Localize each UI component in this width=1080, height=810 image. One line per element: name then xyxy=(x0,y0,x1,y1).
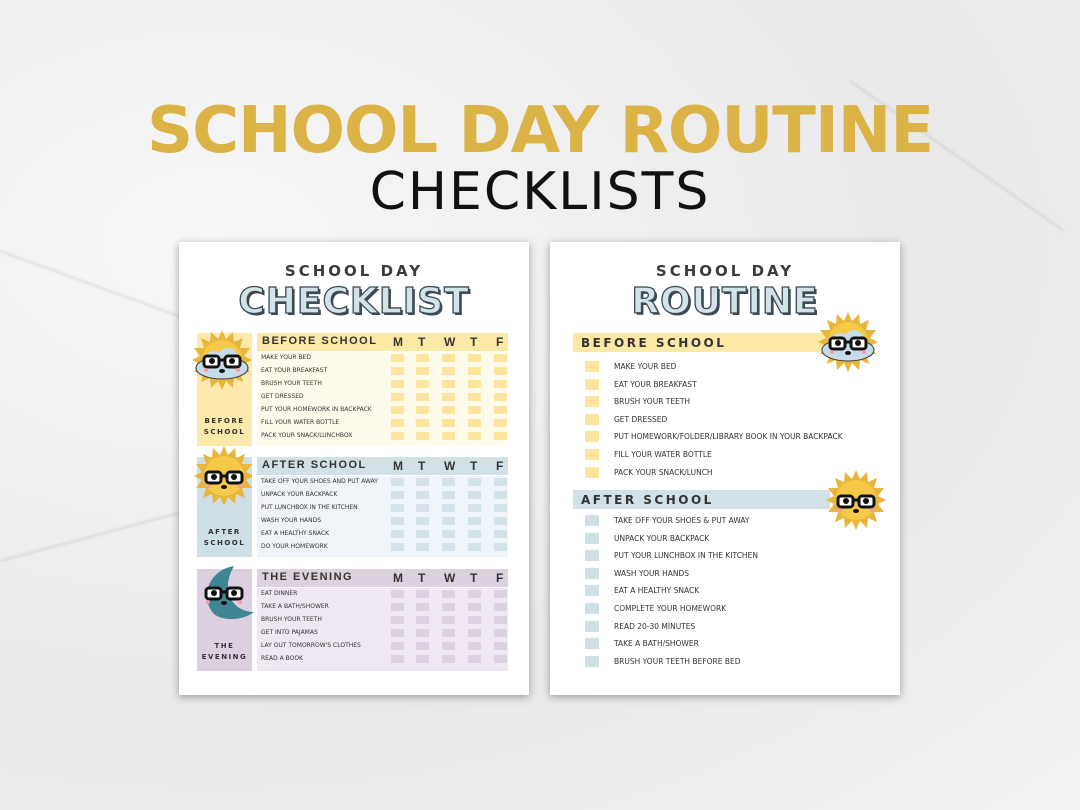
routine-checkbox[interactable] xyxy=(585,621,599,632)
routine-task-label: BRUSH YOUR TEETH BEFORE BED xyxy=(614,656,741,666)
day-checkbox[interactable] xyxy=(468,354,481,362)
day-checkbox[interactable] xyxy=(416,543,429,551)
task-label: MAKE YOUR BED xyxy=(261,354,311,361)
day-checkbox[interactable] xyxy=(442,590,455,598)
day-checkbox[interactable] xyxy=(468,655,481,663)
day-checkbox[interactable] xyxy=(468,590,481,598)
day-checkbox[interactable] xyxy=(416,603,429,611)
day-checkbox[interactable] xyxy=(494,393,507,401)
day-checkbox[interactable] xyxy=(391,491,404,499)
day-checkbox[interactable] xyxy=(468,419,481,427)
day-checkbox[interactable] xyxy=(468,491,481,499)
task-label: EAT A HEALTHY SNACK xyxy=(261,530,330,537)
routine-checkbox[interactable] xyxy=(585,568,599,579)
section-header xyxy=(257,333,508,351)
day-checkbox[interactable] xyxy=(494,517,507,525)
day-checkbox[interactable] xyxy=(416,478,429,486)
day-header: M xyxy=(393,571,403,585)
day-checkbox[interactable] xyxy=(442,603,455,611)
day-checkbox[interactable] xyxy=(442,517,455,525)
day-checkbox[interactable] xyxy=(442,478,455,486)
task-label: PUT YOUR HOMEWORK IN BACKPACK xyxy=(261,406,372,413)
day-checkbox[interactable] xyxy=(416,590,429,598)
day-checkbox[interactable] xyxy=(442,406,455,414)
routine-big-title: ROUTINE xyxy=(631,281,819,322)
task-label: EAT YOUR BREAKFAST xyxy=(261,367,328,374)
day-checkbox[interactable] xyxy=(391,478,404,486)
section-header xyxy=(257,457,508,475)
routine-task-label: PACK YOUR SNACK/LUNCH xyxy=(614,467,713,477)
routine-task-label: PUT YOUR LUNCHBOX IN THE KITCHEN xyxy=(614,551,758,561)
day-checkbox[interactable] xyxy=(416,419,429,427)
day-checkbox[interactable] xyxy=(494,419,507,427)
day-checkbox[interactable] xyxy=(416,406,429,414)
day-header: W xyxy=(444,571,456,585)
task-label: TAKE A BATH/SHOWER xyxy=(261,603,329,610)
task-label: UNPACK YOUR BACKPACK xyxy=(261,491,338,498)
day-header: F xyxy=(496,335,504,349)
moon-glasses-icon xyxy=(194,562,256,622)
day-checkbox[interactable] xyxy=(391,504,404,512)
section-header xyxy=(257,569,508,587)
day-checkbox[interactable] xyxy=(468,406,481,414)
day-header: W xyxy=(444,459,456,473)
day-checkbox[interactable] xyxy=(468,432,481,440)
day-checkbox[interactable] xyxy=(442,367,455,375)
day-checkbox[interactable] xyxy=(468,367,481,375)
day-checkbox[interactable] xyxy=(494,367,507,375)
day-checkbox[interactable] xyxy=(494,491,507,499)
day-checkbox[interactable] xyxy=(416,616,429,624)
day-checkbox[interactable] xyxy=(391,367,404,375)
day-header: F xyxy=(496,459,504,473)
routine-checkbox[interactable] xyxy=(585,533,599,544)
day-checkbox[interactable] xyxy=(391,406,404,414)
day-checkbox[interactable] xyxy=(468,517,481,525)
section-title: AFTER SCHOOL xyxy=(262,459,367,471)
routine-task-label: UNPACK YOUR BACKPACK xyxy=(614,533,710,543)
day-checkbox[interactable] xyxy=(494,642,507,650)
day-header: T xyxy=(470,335,478,349)
sun-cloud-glasses-icon xyxy=(192,330,254,392)
task-label: EAT DINNER xyxy=(261,590,298,597)
day-checkbox[interactable] xyxy=(391,530,404,538)
day-checkbox[interactable] xyxy=(391,517,404,525)
day-checkbox[interactable] xyxy=(391,642,404,650)
day-checkbox[interactable] xyxy=(468,478,481,486)
day-checkbox[interactable] xyxy=(468,629,481,637)
day-checkbox[interactable] xyxy=(442,655,455,663)
day-checkbox[interactable] xyxy=(416,432,429,440)
routine-checkbox[interactable] xyxy=(585,361,599,372)
day-header: W xyxy=(444,335,456,349)
day-checkbox[interactable] xyxy=(416,367,429,375)
task-label: TAKE OFF YOUR SHOES AND PUT AWAY xyxy=(261,478,378,485)
sun-glasses-icon xyxy=(826,470,888,532)
day-checkbox[interactable] xyxy=(468,603,481,611)
day-checkbox[interactable] xyxy=(442,530,455,538)
day-checkbox[interactable] xyxy=(494,603,507,611)
routine-checkbox[interactable] xyxy=(585,515,599,526)
day-checkbox[interactable] xyxy=(468,530,481,538)
day-checkbox[interactable] xyxy=(416,491,429,499)
day-checkbox[interactable] xyxy=(442,543,455,551)
routine-checkbox[interactable] xyxy=(585,467,599,478)
day-header: T xyxy=(470,571,478,585)
routine-checkbox[interactable] xyxy=(585,449,599,460)
day-checkbox[interactable] xyxy=(391,419,404,427)
day-checkbox[interactable] xyxy=(391,543,404,551)
routine-task-label: READ 20-30 MINUTES xyxy=(614,621,696,631)
task-label: BRUSH YOUR TEETH xyxy=(261,380,322,387)
task-label: GET INTO PAJAMAS xyxy=(261,629,318,636)
routine-section-header: BEFORE SCHOOL xyxy=(573,333,830,352)
day-header: M xyxy=(393,459,403,473)
day-checkbox[interactable] xyxy=(468,616,481,624)
task-label: PACK YOUR SNACK/LUNCHBOX xyxy=(261,432,353,439)
day-checkbox[interactable] xyxy=(416,655,429,663)
day-checkbox[interactable] xyxy=(391,603,404,611)
day-checkbox[interactable] xyxy=(442,354,455,362)
sun-glasses-icon xyxy=(194,446,252,504)
day-header: F xyxy=(496,571,504,585)
task-label: DO YOUR HOMEWORK xyxy=(261,543,328,550)
day-header: T xyxy=(418,571,426,585)
marble-vein xyxy=(0,508,193,562)
day-checkbox[interactable] xyxy=(494,629,507,637)
day-checkbox[interactable] xyxy=(442,504,455,512)
day-checkbox[interactable] xyxy=(494,543,507,551)
day-checkbox[interactable] xyxy=(442,616,455,624)
task-label: LAY OUT TOMORROW'S CLOTHES xyxy=(261,642,361,649)
routine-checkbox[interactable] xyxy=(585,431,599,442)
day-checkbox[interactable] xyxy=(494,504,507,512)
day-checkbox[interactable] xyxy=(468,543,481,551)
section-title: THE EVENING xyxy=(262,571,354,583)
day-checkbox[interactable] xyxy=(442,629,455,637)
day-checkbox[interactable] xyxy=(391,655,404,663)
routine-task-label: TAKE A BATH/SHOWER xyxy=(614,639,699,649)
day-checkbox[interactable] xyxy=(391,616,404,624)
sun-cloud-glasses-icon xyxy=(818,312,884,374)
sidebar-label: AFTER SCHOOL xyxy=(203,528,246,547)
day-checkbox[interactable] xyxy=(416,642,429,650)
day-checkbox[interactable] xyxy=(391,393,404,401)
task-label: WASH YOUR HANDS xyxy=(261,517,321,524)
day-checkbox[interactable] xyxy=(494,478,507,486)
routine-section-header: AFTER SCHOOL xyxy=(573,490,830,509)
main-title: SCHOOL DAY ROUTINE xyxy=(146,94,934,168)
day-checkbox[interactable] xyxy=(468,504,481,512)
day-checkbox[interactable] xyxy=(442,380,455,388)
section-title: BEFORE SCHOOL xyxy=(262,335,378,347)
checklist-small-title: SCHOOL DAY xyxy=(284,262,424,280)
routine-checkbox[interactable] xyxy=(585,656,599,667)
task-label: FILL YOUR WATER BOTTLE xyxy=(261,419,340,426)
day-checkbox[interactable] xyxy=(416,354,429,362)
day-checkbox[interactable] xyxy=(494,616,507,624)
routine-task-label: EAT A HEALTHY SNACK xyxy=(614,586,700,596)
day-checkbox[interactable] xyxy=(391,590,404,598)
day-checkbox[interactable] xyxy=(442,419,455,427)
day-checkbox[interactable] xyxy=(494,406,507,414)
main-subtitle: CHECKLISTS xyxy=(369,162,711,222)
day-checkbox[interactable] xyxy=(391,629,404,637)
checklist-big-title: CHECKLIST xyxy=(238,281,470,322)
day-checkbox[interactable] xyxy=(468,380,481,388)
routine-checkbox[interactable] xyxy=(585,603,599,614)
day-checkbox[interactable] xyxy=(468,393,481,401)
day-checkbox[interactable] xyxy=(494,590,507,598)
day-header: T xyxy=(418,335,426,349)
task-label: GET DRESSED xyxy=(261,393,304,400)
routine-task-label: WASH YOUR HANDS xyxy=(614,568,689,578)
day-checkbox[interactable] xyxy=(391,380,404,388)
day-checkbox[interactable] xyxy=(494,380,507,388)
day-checkbox[interactable] xyxy=(494,655,507,663)
routine-checkbox[interactable] xyxy=(585,550,599,561)
day-checkbox[interactable] xyxy=(416,504,429,512)
sidebar-label: BEFORE SCHOOL xyxy=(203,417,246,436)
task-label: BRUSH YOUR TEETH xyxy=(261,616,322,623)
day-checkbox[interactable] xyxy=(494,530,507,538)
routine-checkbox[interactable] xyxy=(585,379,599,390)
day-header: M xyxy=(393,335,403,349)
routine-checkbox[interactable] xyxy=(585,638,599,649)
routine-checkbox[interactable] xyxy=(585,585,599,596)
task-label: PUT LUNCHBOX IN THE KITCHEN xyxy=(261,504,358,511)
routine-task-label: COMPLETE YOUR HOMEWORK xyxy=(614,604,727,613)
routine-task-label: GET DRESSED xyxy=(614,414,668,424)
routine-checkbox[interactable] xyxy=(585,396,599,407)
task-label: READ A BOOK xyxy=(261,655,303,662)
day-checkbox[interactable] xyxy=(468,642,481,650)
routine-checkbox[interactable] xyxy=(585,414,599,425)
day-checkbox[interactable] xyxy=(442,642,455,650)
day-checkbox[interactable] xyxy=(416,530,429,538)
day-checkbox[interactable] xyxy=(442,393,455,401)
sidebar-label: THE EVENING xyxy=(201,642,248,661)
routine-task-label: TAKE OFF YOUR SHOES & PUT AWAY xyxy=(614,516,750,525)
day-checkbox[interactable] xyxy=(442,491,455,499)
day-checkbox[interactable] xyxy=(416,517,429,525)
day-header: T xyxy=(418,459,426,473)
day-checkbox[interactable] xyxy=(391,432,404,440)
routine-task-label: EAT YOUR BREAKFAST xyxy=(614,379,697,389)
day-checkbox[interactable] xyxy=(391,354,404,362)
day-checkbox[interactable] xyxy=(494,432,507,440)
day-checkbox[interactable] xyxy=(442,432,455,440)
routine-task-label: BRUSH YOUR TEETH xyxy=(614,397,691,407)
routine-task-label: PUT HOMEWORK/FOLDER/LIBRARY BOOK IN YOUR BACKPACK xyxy=(614,432,843,442)
day-checkbox[interactable] xyxy=(416,629,429,637)
day-checkbox[interactable] xyxy=(416,393,429,401)
day-checkbox[interactable] xyxy=(416,380,429,388)
routine-small-title: SCHOOL DAY xyxy=(655,262,795,280)
routine-task-label: FILL YOUR WATER BOTTLE xyxy=(614,450,712,459)
routine-task-label: MAKE YOUR BED xyxy=(614,362,677,371)
day-header: T xyxy=(470,459,478,473)
day-checkbox[interactable] xyxy=(494,354,507,362)
